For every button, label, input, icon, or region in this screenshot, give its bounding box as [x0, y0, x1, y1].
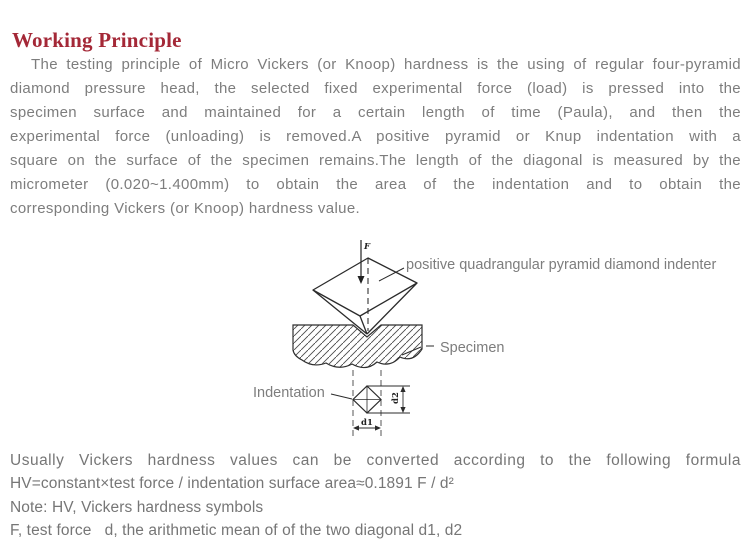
- specimen-label: Specimen: [440, 340, 505, 356]
- intro-line: micrometer (0.020~1.400mm) to obtain the area of the indentation and to obtain the: [10, 176, 741, 193]
- intro-paragraph: [10, 53, 741, 221]
- indentation-diamond: [353, 386, 381, 413]
- indenter-label: positive quadrangular pyramid diamond indenter: [406, 257, 717, 273]
- force-label: F: [364, 242, 371, 252]
- specimen-block: [293, 325, 422, 368]
- formula-line: HV=constant×test force / indentation surface area≈0.1891 F / d²: [10, 475, 454, 493]
- vickers-indenter-diagram: [250, 236, 720, 448]
- formula-line: F, test force d, the arithmetic mean of of the two diagonal d1, d2: [10, 522, 463, 540]
- d1-label: d1: [361, 418, 373, 428]
- d2-label: d2: [391, 392, 401, 404]
- indentation-label: Indentation: [253, 385, 325, 401]
- intro-line: corresponding Vickers (or Knoop) hardness value.: [10, 200, 361, 217]
- indentation-leader-line: [331, 394, 352, 399]
- intro-line: The testing principle of Micro Vickers (or Knoop) hardness is the using of regular four-pyramid: [31, 56, 741, 73]
- formula-section: [10, 449, 741, 543]
- formula-line: Note: HV, Vickers hardness symbols: [10, 498, 264, 516]
- formula-line: Usually Vickers hardness values can be converted according to the following formula: [10, 452, 741, 469]
- page-title: Working Principle: [12, 28, 182, 53]
- intro-line: specimen surface and maintained for a certain length of time (Paula), and then the: [10, 104, 741, 121]
- intro-line: experimental force (unloading) is removed.A positive pyramid or Knup indentation with a: [10, 128, 741, 145]
- intro-line: diamond pressure head, the selected fixed experimental force (load) is pressed into the: [10, 80, 741, 97]
- intro-line: square on the surface of the specimen remains.The length of the diagonal is measured by the: [10, 152, 741, 169]
